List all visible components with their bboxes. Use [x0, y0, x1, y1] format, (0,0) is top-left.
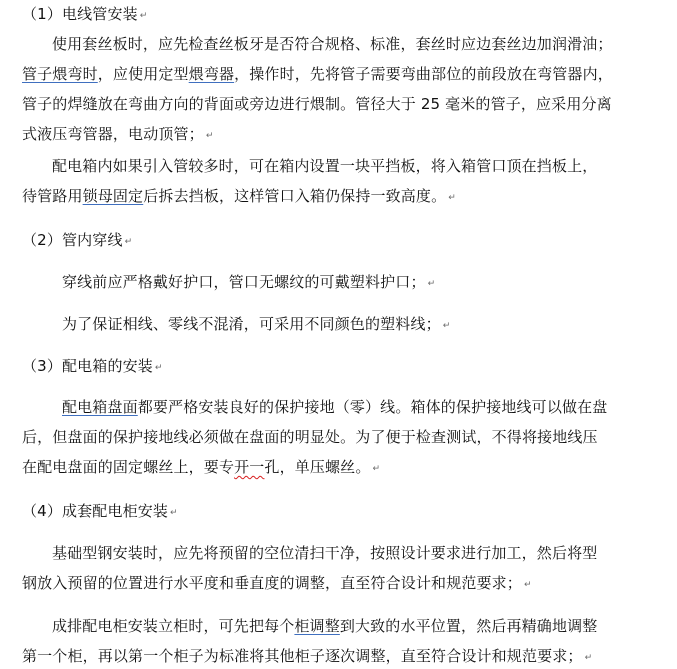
text-span: ，应使用定型 [97, 65, 189, 83]
section-heading [22, 230, 132, 252]
text-line [22, 94, 612, 114]
text-span: 基础型钢安装时，应先将预留的空位清扫干净，按照设计要求进行加工，然后将型 [52, 544, 598, 562]
paragraph-mark-icon: ↵ [124, 237, 133, 247]
underlined-term: 管子煨弯时 [22, 65, 98, 83]
text-line [52, 616, 597, 636]
text-span: 管子的焊缝放在弯曲方向的背面或旁边进行煨制。管径大于 25 毫米的管子，应采用分离 [22, 95, 612, 113]
paragraph-mark-icon: ↵ [205, 131, 214, 141]
text-span: 使用套丝板时，应先检查丝板牙是否符合规格、标准，套丝时应边套丝边加润滑油； [52, 35, 613, 53]
text-span: 待管路用 [22, 187, 83, 205]
text-span: 式液压弯管器，电动顶管； [22, 125, 204, 143]
text-line [22, 64, 613, 84]
paragraph-mark-icon: ↵ [139, 11, 148, 21]
paragraph-mark-icon: ↵ [523, 580, 532, 590]
heading-text: （4）成套配电柜安装 [22, 502, 169, 520]
text-line [22, 646, 592, 668]
underlined-term: 煨弯器 [188, 65, 235, 83]
paragraph-mark-icon: ↵ [154, 363, 163, 373]
text-span: ，操作时，先将管子需要弯曲部位的前段放在弯管器内， [234, 65, 613, 83]
text-line [22, 457, 380, 479]
text-span: 都要严格安装良好的保护接地（零）线。箱体的保护接地线可以做在盘 [137, 398, 608, 416]
text-span: 钢放入预留的位置进行水平度和垂直度的调整，直至符合设计和规范要求； [22, 574, 522, 592]
heading-text: （1）电线管安装 [22, 5, 138, 23]
paragraph-mark-icon: ↵ [427, 279, 436, 289]
text-line [52, 156, 597, 176]
paragraph-mark-icon: ↵ [170, 508, 178, 518]
heading-text: （2）管内穿线 [22, 231, 123, 249]
text-span: 孔，单压螺丝。 [264, 458, 371, 476]
spellcheck-flagged-word: 开一 [234, 458, 265, 476]
text-line [62, 314, 450, 336]
text-span: 后，但盘面的保护接地线必须做在盘面的明显处。为了便于检查测试，不得将接地线压 [22, 428, 598, 446]
text-span: 穿线前应严格戴好护口，管口无螺纹的可戴塑料护口； [62, 273, 426, 291]
section-heading [22, 4, 147, 26]
text-line [62, 272, 435, 294]
text-line [52, 543, 597, 563]
text-span: 为了保证相线、零线不混淆，可采用不同颜色的塑料线； [62, 315, 441, 333]
text-span: 配电箱内如果引入管较多时，可在箱内设置一块平挡板，将入箱管口顶在挡板上， [52, 157, 598, 175]
heading-text: （3）配电箱的安装 [22, 357, 153, 375]
paragraph-mark-icon: ↵ [448, 193, 456, 203]
section-heading [22, 501, 178, 523]
text-span: 到大致的水平位置，然后再精确地调整 [339, 617, 598, 635]
text-line [52, 34, 613, 54]
paragraph-mark-icon: ↵ [372, 464, 381, 474]
paragraph-mark-icon: ↵ [584, 653, 593, 663]
text-line [22, 573, 532, 595]
underlined-term: 配电箱盘面 [62, 398, 138, 416]
underlined-term: 柜调整 [294, 617, 340, 635]
text-line [22, 427, 598, 447]
paragraph-mark-icon: ↵ [442, 321, 451, 331]
text-span: 后拆去挡板，这样管口入箱仍保持一致高度。 [143, 187, 447, 205]
text-span: 成排配电柜安装立柜时，可先把每个 [52, 617, 295, 635]
section-heading [22, 356, 163, 378]
text-span: 在配电盘面的固定螺丝上，要专 [22, 458, 235, 476]
text-line [22, 186, 456, 208]
text-line [62, 397, 607, 417]
text-span: 第一个柜，再以第一个柜子为标准将其他柜子逐次调整，直至符合设计和规范要求； [22, 647, 583, 665]
text-line [22, 124, 214, 146]
underlined-term: 锁母固定 [82, 187, 144, 205]
